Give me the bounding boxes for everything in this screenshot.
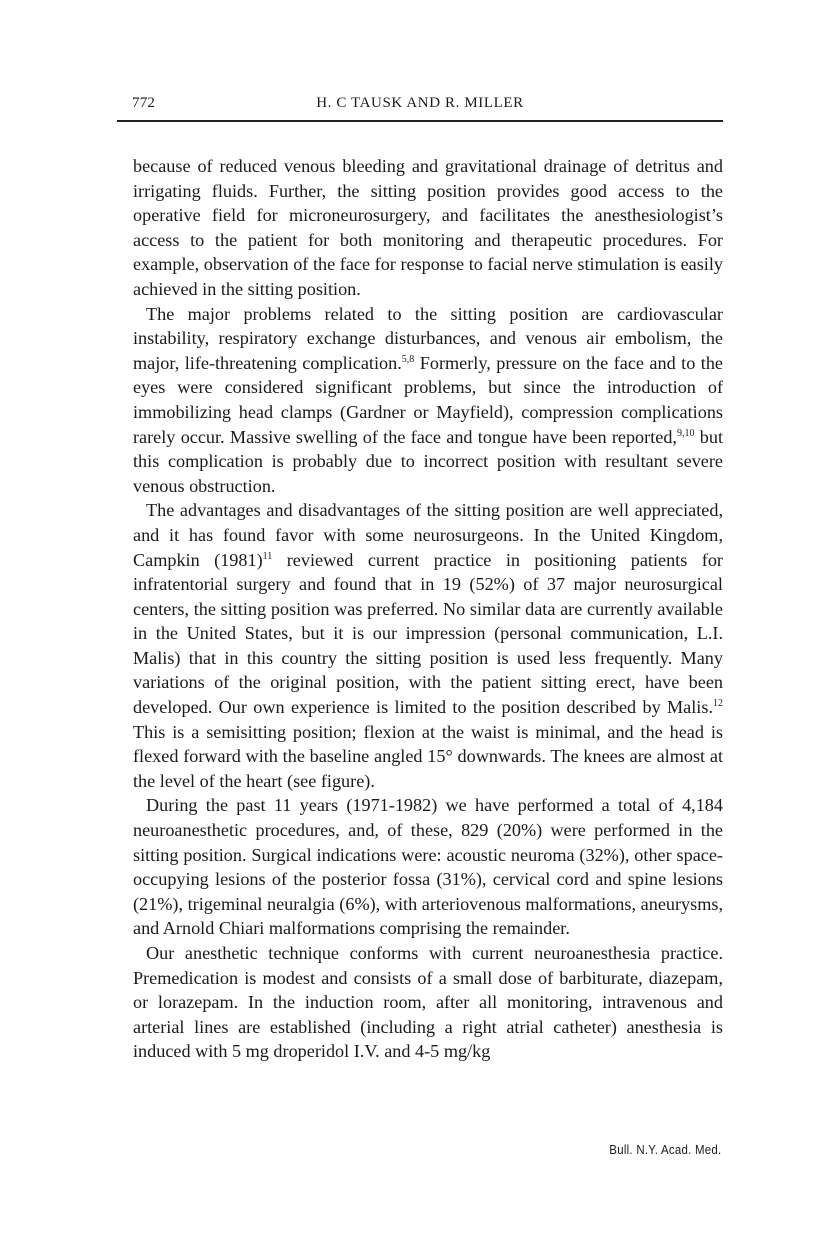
paragraph-text: This is a semisitting position; flexion at the waist is minimal, and the head is flexed forward with the baseline angled 15° downwards. The knees are almost at the level of the heart (see figure). xyxy=(133,721,723,791)
running-head: H. C TAUSK AND R. MILLER xyxy=(316,95,524,111)
paragraph-text: The advantages and disadvantages of the sitting position are well appreciated, and it has found favor with some neurosurgeons. In the United Kingdom, Campkin (1981) xyxy=(133,500,723,570)
page-header xyxy=(117,90,723,120)
paragraph-text: reviewed current practice in positioning patients for infratentorial surgery and found that in 19 (52%) of 37 major neurosurgical centers, the sitting position was preferred. No similar data are currently available in the United States, but it is our impression (personal communication, L.I. Malis) that in this country the sitting position is used less frequently. Many variations of the original position, with the patient sitting erect, have been developed. Our own experience is limited to the position described by Malis. xyxy=(133,549,723,718)
paragraph-text: Our anesthetic technique conforms with current neuroanesthesia practice. Premedication is modest and consists of a small dose of barbiturate, diazepam, or lorazepam. In the induction room, after all monitoring, intravenous and arterial lines are established (including a right atrial catheter) anesthesia is induced with 5 mg droperidol I.V. and 4-5 mg/kg xyxy=(133,943,723,1062)
citation-superscript: 9,10 xyxy=(676,427,695,439)
citation-superscript: 5,8 xyxy=(401,353,415,365)
paragraph-text: The major problems related to the sitting position are cardiovascular instability, respiratory exchange disturbances, and venous air embolism, the major, life-threatening complication. xyxy=(133,303,723,373)
paragraph xyxy=(133,154,723,302)
header-rule xyxy=(117,120,723,122)
paragraph-text: Formerly, pressure on the face and to the eyes were considered significant problems, but since the introduction of immobilizing head clamps (Gardner or Mayfield), compression complications rarely occur. Massive swelling of the face and tongue have been reported, xyxy=(133,352,723,447)
paragraph-text: but this complication is probably due to incorrect position with resultant severe venous obstruction. xyxy=(133,426,723,496)
body-text xyxy=(133,154,723,1064)
page-number: 772 xyxy=(132,95,156,111)
paragraph xyxy=(133,941,723,1064)
citation-superscript: 12 xyxy=(713,698,723,710)
paragraph xyxy=(133,498,723,793)
paragraph xyxy=(133,302,723,499)
paragraph xyxy=(133,793,723,941)
paragraph-text: During the past 11 years (1971-1982) we have performed a total of 4,184 neuroanesthetic procedures, and, of these, 829 (20%) were performed in the sitting position. Surgical indications were: acoustic neuroma (32%), other space-occupying lesions of the posterior fossa (31%), cervical cord and spine lesions (21%), trigeminal neuralgia (6%), with arteriovenous malformations, aneurysms, and Arnold Chiari malformations comprising the remainder. xyxy=(133,795,723,939)
citation-superscript: 11 xyxy=(262,550,273,562)
paragraph-text: because of reduced venous bleeding and gravitational drainage of detritus and irrigating fluids. Further, the sitting position provides good access to the operative field for microneurosurgery, and facilitates the anesthesiologist’s access to the patient for both monitoring and therapeutic procedures. For example, observation of the face for response to facial nerve stimulation is easily achieved in the sitting position. xyxy=(133,156,723,299)
journal-footer: Bull. N.Y. Acad. Med. xyxy=(608,1142,721,1157)
